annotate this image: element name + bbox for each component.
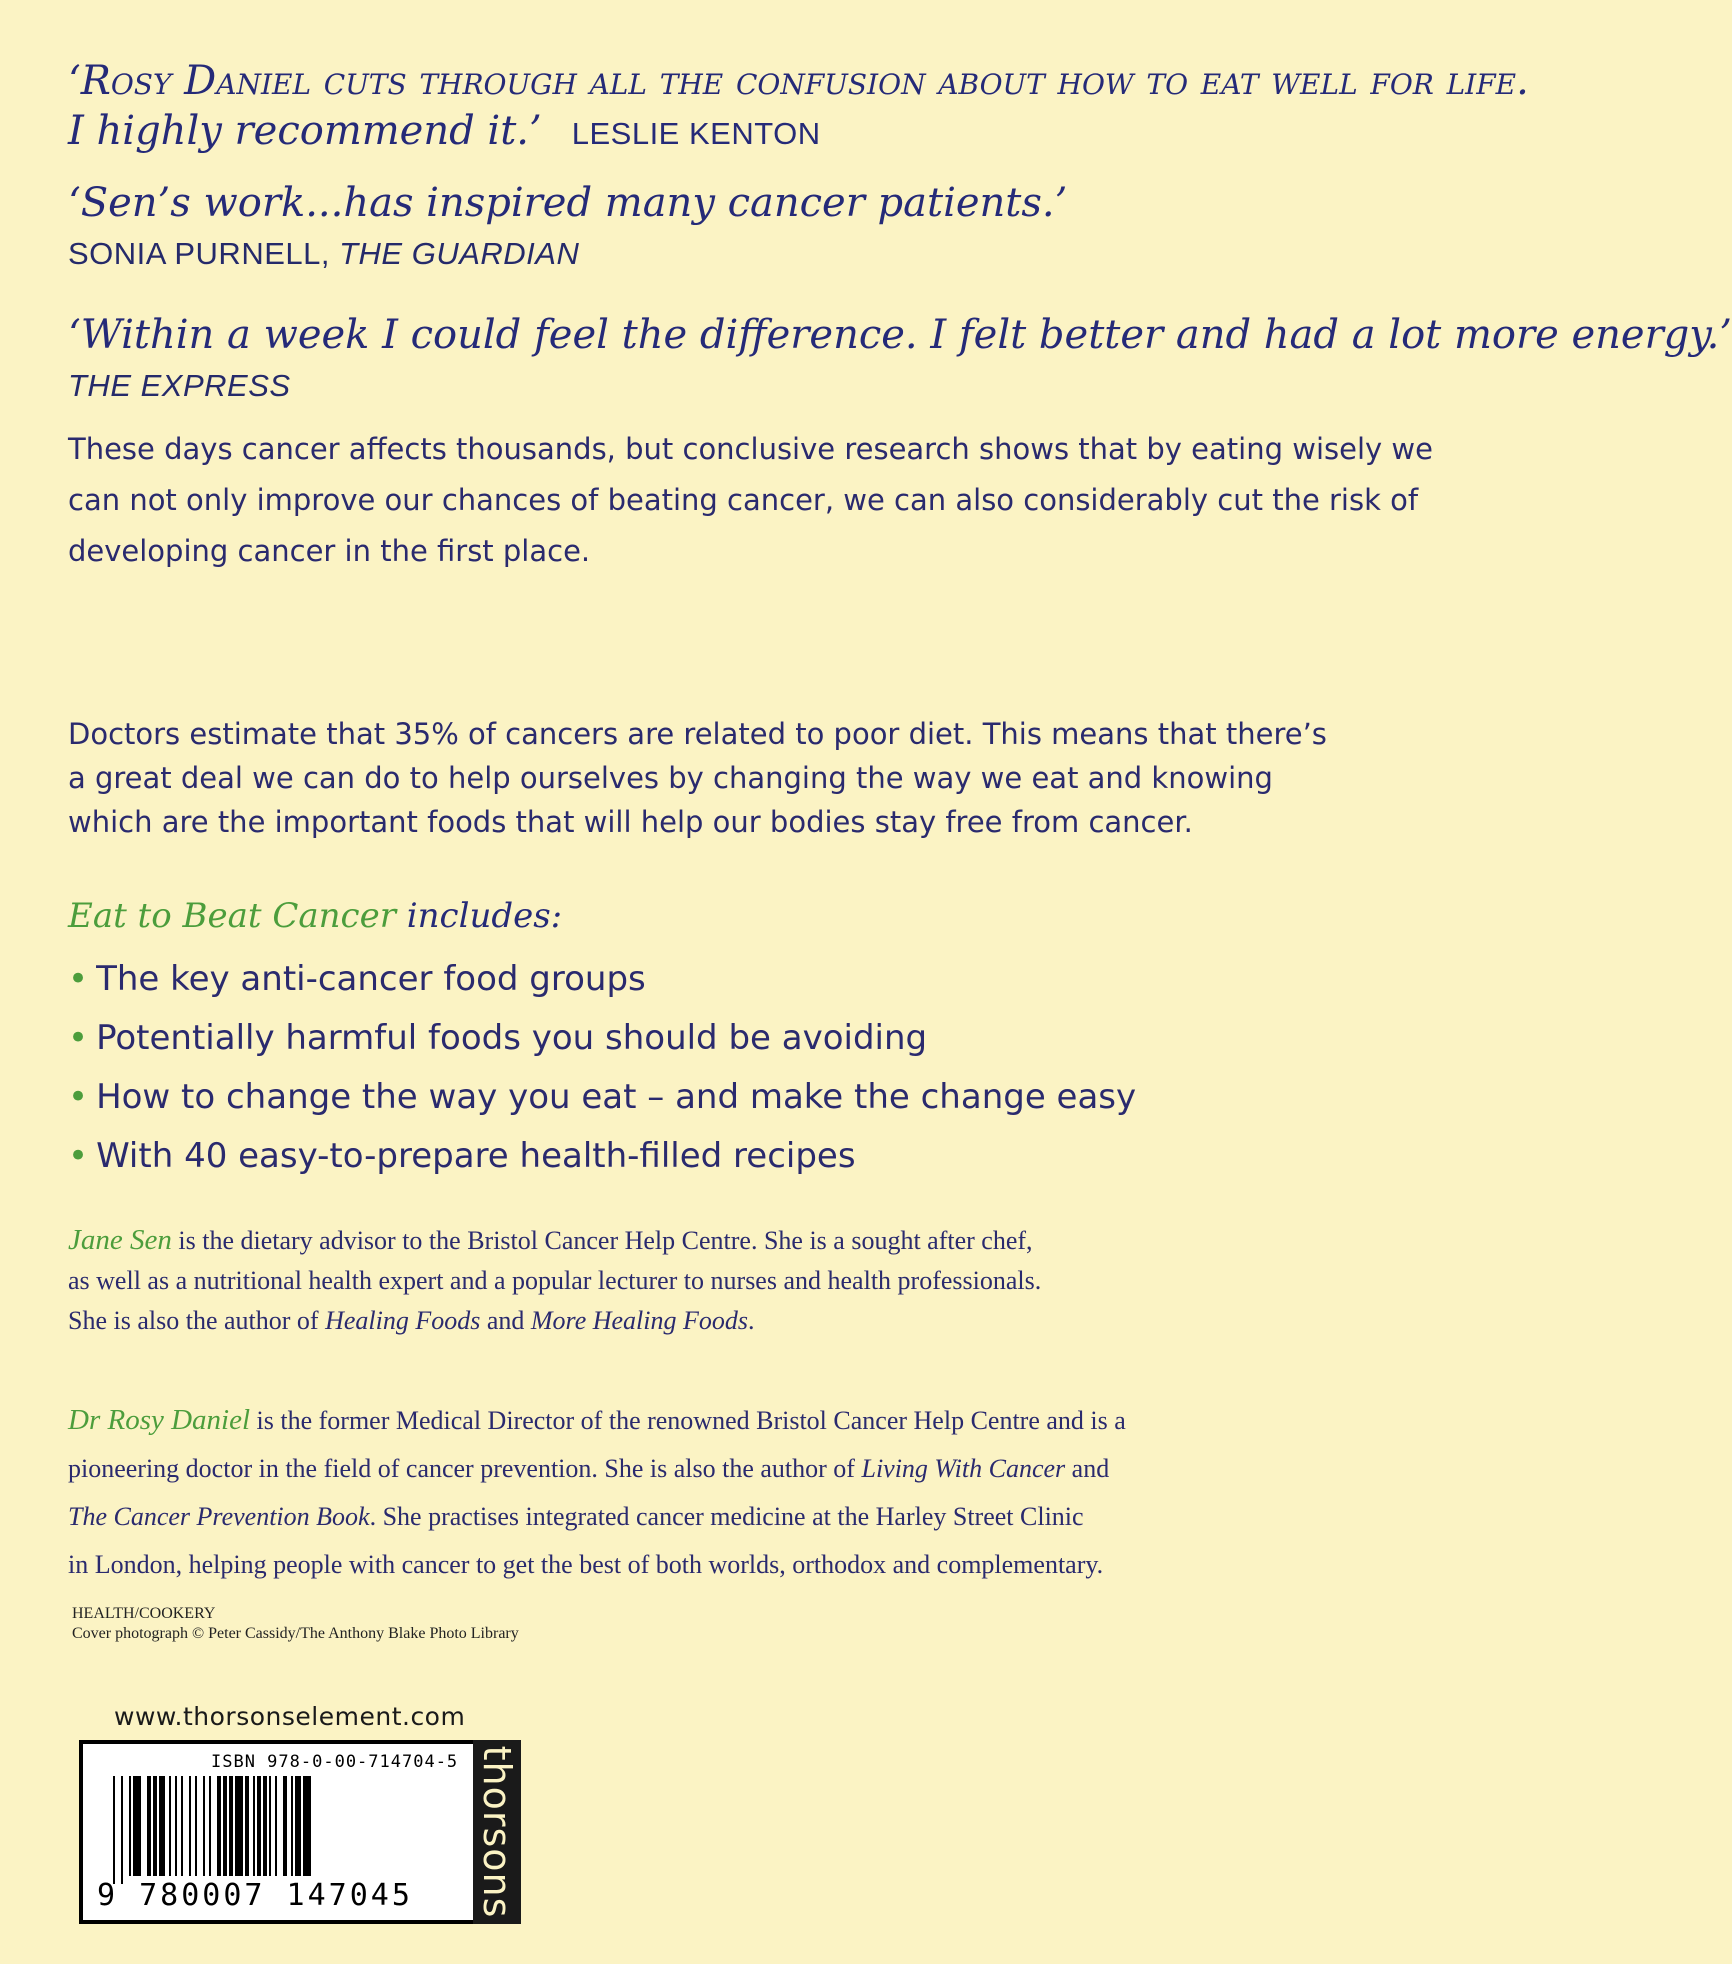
quote-kenton-line2 (68, 108, 821, 154)
website-link[interactable]: www.thorsonselement.com (114, 1702, 466, 1731)
bio-text: is the dietary advisor to the Bristol Cancer Help Centre. She is a sought after chef, (171, 1226, 1033, 1255)
quote-purnell: ‘Sen’s work...has inspired many cancer patients.’ (68, 180, 1068, 226)
publisher-logo (473, 1740, 521, 1924)
intro-line: developing cancer in the first place. (68, 534, 591, 568)
book-title: Eat to Beat Cancer (68, 896, 396, 936)
quote-kenton-line1 (68, 58, 1529, 104)
isbn-label: ISBN 978-0-00-714704-5 (211, 1752, 459, 1772)
list-item (68, 1009, 1136, 1068)
barcode-bar (169, 1776, 171, 1876)
barcode (79, 1740, 478, 1924)
bullet-icon: • (68, 1077, 89, 1117)
bio-text: . She practises integrated cancer medicine at the Harley Street Clinic (369, 1502, 1084, 1531)
quote-kenton-attribution: LESLIE KENTON (571, 116, 821, 151)
barcode-bar (229, 1776, 233, 1876)
barcode-bar (269, 1776, 271, 1876)
intro-paragraph (68, 424, 1448, 577)
bio-rosy-daniel (68, 1396, 1126, 1589)
category-label: HEALTH/COOKERY (72, 1605, 216, 1622)
includes-list (68, 950, 1136, 1186)
book-title: Living With Cancer (861, 1454, 1066, 1483)
attribution-publication: THE GUARDIAN (339, 236, 580, 271)
bio-line (68, 1493, 1126, 1541)
includes-heading (68, 896, 562, 936)
bio-text: She is also the author of (68, 1306, 326, 1335)
bio-text: and (1065, 1454, 1110, 1483)
diet-line: a great deal we can do to help ourselves by changing the way we eat and knowing (68, 761, 1273, 795)
book-title: Healing Foods (325, 1306, 481, 1335)
list-item-text: The key anti-cancer food groups (96, 959, 646, 999)
bio-line (68, 1301, 1041, 1341)
bio-line (68, 1220, 1041, 1261)
attribution-name: SONIA PURNELL, (68, 236, 340, 271)
photo-credit: Cover photograph © Peter Cassidy/The Anthony Blake Photo Library (72, 1625, 519, 1642)
bio-text: pioneering doctor in the field of cancer prevention. She is also the author of (68, 1454, 862, 1483)
list-item-text: Potentially harmful foods you should be avoiding (96, 1018, 928, 1058)
barcode-bar (159, 1776, 165, 1876)
bio-line: as well as a nutritional health expert and a popular lecturer to nurses and health professionals. (68, 1266, 1042, 1295)
bullet-icon: • (68, 1136, 89, 1176)
list-item-text: How to change the way you eat – and make the change easy (96, 1077, 1137, 1117)
barcode-bar (195, 1776, 197, 1876)
barcode-bar (303, 1776, 311, 1876)
barcode-bar (209, 1776, 211, 1876)
includes-suffix: includes: (395, 896, 563, 936)
barcode-bar (217, 1776, 221, 1876)
book-title: More Healing Foods (530, 1306, 749, 1335)
bio-text: and (480, 1306, 531, 1335)
intro-line: These days cancer affects thousands, but conclusive research shows that by eating wisely we (68, 432, 1433, 466)
barcode-bar (129, 1776, 131, 1876)
barcode-bar (175, 1776, 177, 1876)
list-item (68, 950, 1136, 1009)
barcode-bar (291, 1776, 293, 1876)
quote-express: ‘Within a week I could feel the difference. I felt better and had a lot more energy.’ (68, 312, 1732, 358)
bio-jane-sen (68, 1220, 1041, 1341)
list-item (68, 1068, 1136, 1127)
intro-line: can not only improve our chances of beating cancer, we can also considerably cut the risk of (68, 483, 1419, 517)
barcode-bar (295, 1776, 301, 1876)
barcode-bar (263, 1776, 267, 1876)
diet-paragraph (68, 712, 1448, 844)
book-title: The Cancer Prevention Book (68, 1502, 370, 1531)
barcode-bar (245, 1776, 249, 1876)
bullet-icon: • (68, 959, 89, 999)
author-name: Dr Rosy Daniel (68, 1404, 251, 1436)
bio-line: in London, helping people with cancer to get the best of both worlds, orthodox and complementary. (68, 1550, 1104, 1579)
bullet-icon: • (68, 1018, 89, 1058)
quote-purnell-attribution (68, 236, 579, 272)
bio-text: . (748, 1306, 755, 1335)
quote-kenton-text: ‘Rosy Daniel cuts through all the confusion about how to eat well for life. (68, 58, 1529, 104)
barcode-bar (153, 1776, 157, 1876)
barcode-bar (223, 1776, 227, 1876)
barcode-bar (147, 1776, 151, 1876)
barcode-bars (109, 1776, 449, 1884)
publisher-name: thorsons (475, 1745, 519, 1919)
list-item (68, 1127, 1136, 1186)
barcode-bar (235, 1776, 243, 1876)
diet-line: which are the important foods that will help our bodies stay free from cancer. (68, 805, 1193, 839)
bio-text: is the former Medical Director of the renowned Bristol Cancer Help Centre and is a (250, 1406, 1126, 1435)
bio-line (68, 1396, 1126, 1445)
barcode-bar (121, 1776, 123, 1884)
diet-line: Doctors estimate that 35% of cancers are related to poor diet. This means that there’s (68, 717, 1327, 751)
barcode-bar (113, 1776, 115, 1884)
barcode-bar (189, 1776, 191, 1876)
barcode-bar (257, 1776, 261, 1876)
barcode-bar (283, 1776, 287, 1876)
barcode-number: 9 780007 147045 (97, 1878, 413, 1913)
barcode-bar (253, 1776, 255, 1876)
barcode-bar (133, 1776, 141, 1876)
quote-express-attribution: THE EXPRESS (68, 368, 291, 403)
barcode-bar (181, 1776, 183, 1876)
list-item-text: With 40 easy-to-prepare health-filled recipes (96, 1136, 856, 1176)
quote-kenton-text-end: I highly recommend it.’ (68, 108, 542, 154)
author-name: Jane Sen (68, 1224, 172, 1256)
bio-line (68, 1445, 1126, 1493)
barcode-bar (275, 1776, 277, 1876)
barcode-bar (203, 1776, 205, 1876)
